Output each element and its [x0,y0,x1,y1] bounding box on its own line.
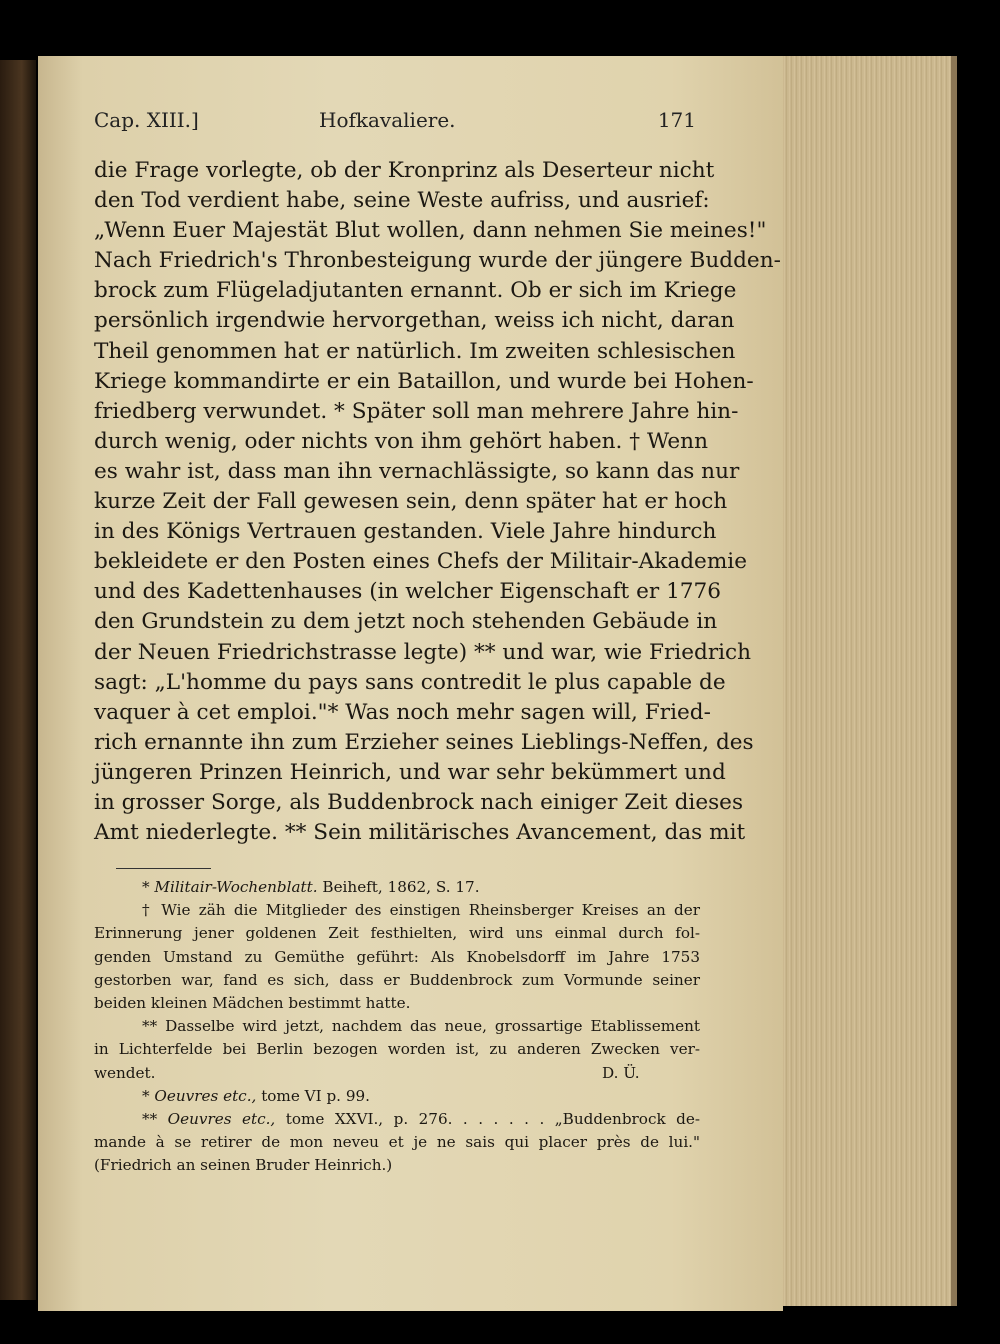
footnote-1 [94,876,700,899]
footnote-text: tome XXVI., p. 276. . . . . . . „Buddenbrock de- [285,1109,700,1128]
footnote-5-line: (Friedrich an seinen Bruder Heinrich.) [94,1156,393,1175]
text-line: persönlich irgendwie hervorgethan, weiss ich nicht, daran [94,308,735,334]
footnote-mark: * [142,1086,150,1105]
footnote-text: Beiheft, 1862, S. 17. [322,878,480,896]
footnote-mark: ** [142,1109,158,1128]
text-line: sagt: „L'homme du pays sans contredit le plus capable de [94,669,726,695]
text-line: den Tod verdient habe, seine Weste aufriss, und ausrief: [94,188,710,214]
footnote-rule [116,868,211,869]
text-line: und des Kadettenhauses (in welcher Eigenschaft er 1776 [94,579,722,605]
body-text [94,156,781,848]
footnote-source: Oeuvres etc., [167,1109,276,1128]
footnote-2-line: † Wie zäh die Mitglieder des einstigen Rheinsberger Kreises an der [142,901,700,920]
text-line: durch wenig, oder nichts von ihm gehört haben. † Wenn [94,428,708,454]
text-line: Theil genommen hat er natürlich. Im zweiten schlesischen [94,338,736,364]
running-title: Hofkavaliere. [319,108,456,132]
text-line: in grosser Sorge, als Buddenbrock nach einiger Zeit dieses [94,789,744,815]
footnote-source: Oeuvres etc., [154,1086,257,1105]
text-line: den Grundstein zu dem jetzt noch stehenden Gebäude in [94,609,718,635]
footnote-3-last-line [94,1062,700,1085]
book-page [38,56,783,1311]
footnote-2-line: gestorben war, fand es sich, dass er Buddenbrock zum Vormunde seiner [94,970,700,989]
text-line: Amt niederlegte. ** Sein militärisches Avancement, das mit [94,820,746,846]
text-line: es wahr ist, dass man ihn vernachlässigte, so kann das nur [94,458,740,484]
text-line: kurze Zeit der Fall gewesen sein, denn später hat er hoch [94,489,728,515]
footnote-2-line: Erinnerung jener goldenen Zeit festhielten, wird uns einmal durch fol- [94,924,700,943]
text-line: Kriege kommandirte er ein Bataillon, und wurde bei Hohen- [94,368,754,394]
footnote-2-line: genden Umstand zu Gemüthe geführt: Als Knobelsdorff im Jahre 1753 [94,947,700,966]
text-line: bekleidete er den Posten eines Chefs der Militair-Akademie [94,549,747,575]
footnote-mark: * [142,878,150,896]
text-line: jüngeren Prinzen Heinrich, und war sehr bekümmert und [94,759,726,785]
chapter-label: Cap. XIII.] [94,108,199,132]
footnote-3-line: in Lichterfelde bei Berlin bezogen worden ist, zu anderen Zwecken ver- [94,1040,700,1059]
text-line: „Wenn Euer Majestät Blut wollen, dann nehmen Sie meines!" [94,218,767,244]
translator-signature: D. Ü. [602,1063,640,1082]
page-number: 171 [657,108,696,132]
footnote-3-line: ** Dasselbe wird jetzt, nachdem das neue, grossartige Etablissement [142,1017,700,1036]
footnote-4 [94,1085,700,1108]
text-line: in des Königs Vertrauen gestanden. Viele Jahre hindurch [94,519,717,545]
footnote-5 [94,1108,700,1131]
text-line: friedberg verwundet. * Später soll man mehrere Jahre hin- [94,398,739,424]
text-line: rich ernannte ihn zum Erzieher seines Lieblings-Neffen, des [94,729,754,755]
footnote-3-line: wendet. [94,1063,156,1082]
footnote-2-line: beiden kleinen Mädchen bestimmt hatte. [94,993,411,1012]
footnote-source: Militair-Wochenblatt. [154,878,318,896]
text-line: brock zum Flügeladjutanten ernannt. Ob er sich im Kriege [94,278,737,304]
text-line: die Frage vorlegte, ob der Kronprinz als Deserteur nicht [94,158,715,183]
text-line: Nach Friedrich's Thronbesteigung wurde der jüngere Budden- [94,248,781,274]
running-header [94,108,696,138]
footnote-text: tome VI p. 99. [261,1086,370,1105]
page-stack-edge [783,56,957,1306]
text-line: vaquer à cet emploi."* Was noch mehr sagen will, Fried- [94,699,711,725]
left-book-edge [0,60,36,1300]
footnote-5-line: mande à se retirer de mon neveu et je ne sais qui placer près de lui." [94,1133,700,1152]
footnotes [94,876,700,1177]
text-line: der Neuen Friedrichstrasse legte) ** und war, wie Friedrich [94,639,752,665]
